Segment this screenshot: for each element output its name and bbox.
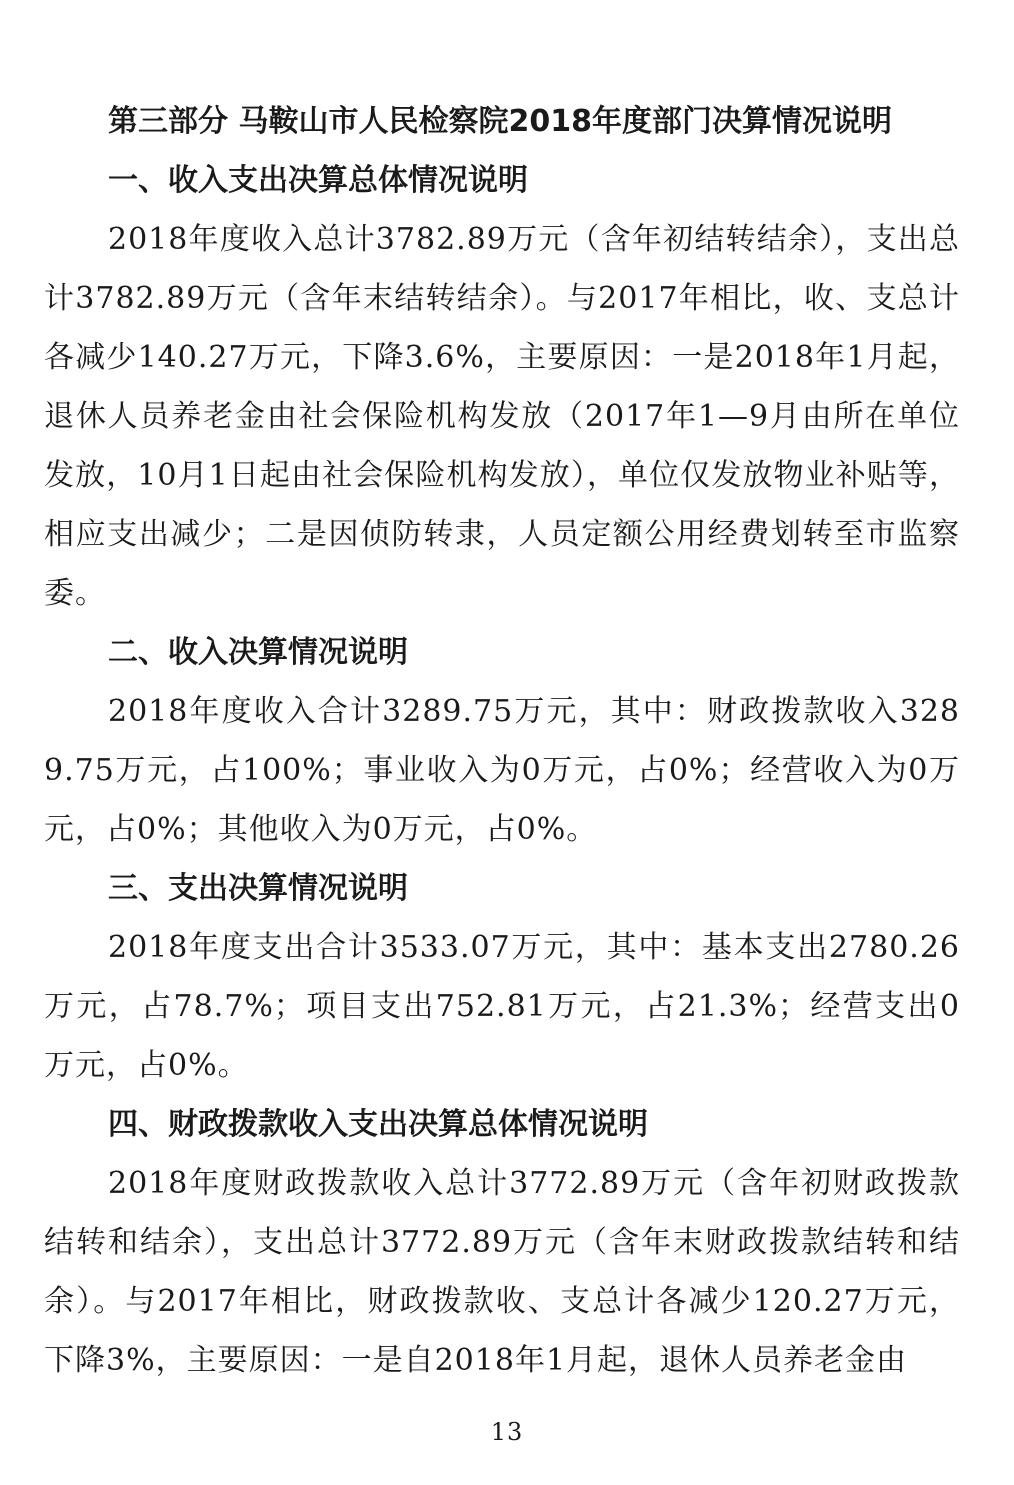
section-body-1: 2018年度收入总计3782.89万元（含年初结转结余），支出总计3782.89万元（含年末结转结余）。与2017年相比，收、支总计各减少140.27万元，下降3.6%，主要原因：一是2018年1月起，退休人员养老金由社会保险机构发放（2017年1—9月由所在单位发放，10月1日起由社会保险机构发放），单位仅发放物业补贴等，相应支出减少；二是因侦防转隶，人员定额公用经费划转至市监察委。 <box>44 222 960 611</box>
document-title: 第三部分 马鞍山市人民检察院2018年度部门决算情况说明 <box>108 104 892 139</box>
section-body-2: 2018年度收入合计3289.75万元，其中：财政拨款收入3289.75万元，占100%；事业收入为0万元，占0%；经营收入为0万元，占0%；其他收入为0万元，占0%。 <box>44 694 960 847</box>
document-page <box>44 92 960 1390</box>
section-heading-1: 一、收入支出决算总体情况说明 <box>108 163 528 198</box>
section-heading-2: 二、收入决算情况说明 <box>108 635 408 670</box>
page-number: 13 <box>490 1418 524 1446</box>
section-heading-3: 三、支出决算情况说明 <box>108 871 408 906</box>
section-body-4: 2018年度财政拨款收入总计3772.89万元（含年初财政拨款结转和结余），支出总计3772.89万元（含年末财政拨款结转和结余）。与2017年相比，财政拨款收、支总计各减少120.27万元，下降3%，主要原因：一是自2018年1月起，退休人员养老金由 <box>44 1166 960 1378</box>
section-body-3: 2018年度支出合计3533.07万元，其中：基本支出2780.26万元，占78.7%；项目支出752.81万元，占21.3%；经营支出0万元，占0%。 <box>44 930 960 1083</box>
section-heading-4: 四、财政拨款收入支出决算总体情况说明 <box>108 1107 648 1142</box>
